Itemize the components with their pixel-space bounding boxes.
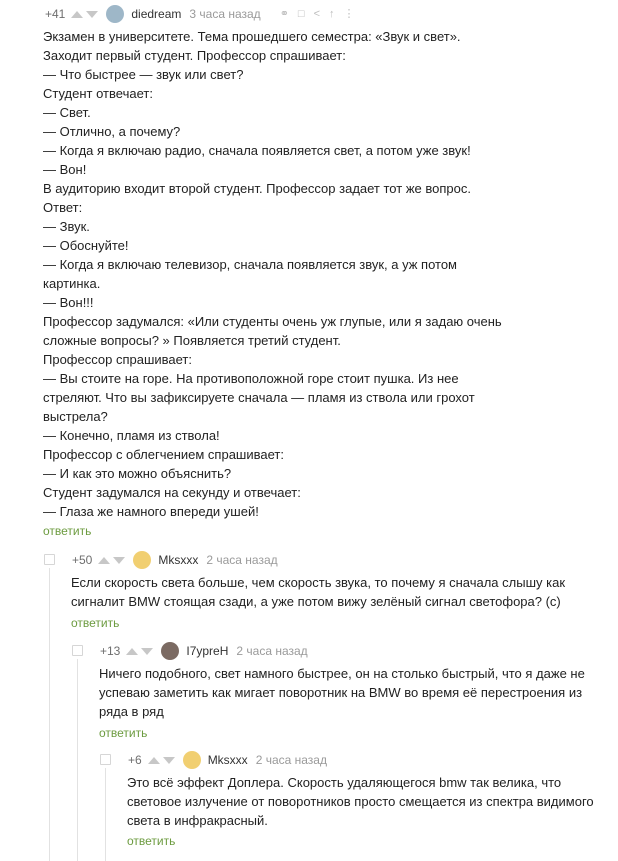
comment-line: — Когда я включаю телевизор, сначала появляется звук, а уж потом <box>43 257 457 272</box>
comment-line: — Звук. <box>43 219 90 234</box>
comment-line: — Вон!!! <box>43 295 94 310</box>
comment-header <box>45 5 355 23</box>
author-name[interactable]: I7ypreH <box>186 644 229 658</box>
reply-link[interactable]: ответить <box>43 524 92 538</box>
comment-time[interactable]: 2 часа назад <box>236 644 308 658</box>
comment-line: Ничего подобного, свет намного быстрее, он на столько быстрый, что я даже не <box>99 666 585 681</box>
downvote-arrow-icon[interactable] <box>86 11 98 18</box>
comment-line: света в инфракрасный. <box>127 813 268 828</box>
comment-line: Профессор спрашивает: <box>43 352 192 367</box>
avatar[interactable] <box>106 5 124 23</box>
reply-link[interactable]: ответить <box>99 726 148 740</box>
comment-line: Студент отвечает: <box>43 86 153 101</box>
comment-line: — Что быстрее — звук или свет? <box>43 67 244 82</box>
save-icon[interactable]: □ <box>297 7 305 20</box>
comment-header <box>128 751 327 769</box>
comment-time[interactable]: 2 часа назад <box>206 553 278 567</box>
link-icon[interactable]: ⚭ <box>279 7 289 20</box>
comment-body <box>71 573 565 611</box>
collapse-thread-button[interactable] <box>72 645 83 656</box>
avatar[interactable] <box>161 642 179 660</box>
comment-line: Если скорость света больше, чем скорость звука, то почему я сначала слышу как <box>71 575 566 590</box>
comment-line: выстрела? <box>43 409 108 424</box>
comment-tools <box>271 9 355 20</box>
thread-line[interactable] <box>105 768 106 861</box>
comment-body <box>43 27 502 521</box>
comment-line: Студент задумался на секунду и отвечает: <box>43 485 301 500</box>
author-name[interactable]: Mksxxx <box>207 753 248 767</box>
downvote-arrow-icon[interactable] <box>163 757 175 764</box>
comment-header <box>100 642 308 660</box>
comment-line: — Отлично, а почему? <box>43 124 181 139</box>
collapse-thread-button[interactable] <box>100 754 111 765</box>
comment-line: световое излучение от поворотников просто смещается из спектра видимого <box>127 794 594 809</box>
comment-line: картинка. <box>43 276 101 291</box>
comment-rating: +41 <box>45 7 66 21</box>
comment-line: — Конечно, пламя из ствола! <box>43 428 220 443</box>
comment-rating: +50 <box>72 553 93 567</box>
downvote-arrow-icon[interactable] <box>141 648 153 655</box>
comment-line: В аудиторию входит второй студент. Профессор задает тот же вопрос. <box>43 181 471 196</box>
downvote-arrow-icon[interactable] <box>113 557 125 564</box>
comment-rating: +6 <box>128 753 142 767</box>
comment-line: стреляют. Что вы зафиксируете сначала — пламя из ствола или грохот <box>43 390 475 405</box>
collapse-thread-button[interactable] <box>44 554 55 565</box>
comment-line: сложные вопросы? » Появляется третий студент. <box>43 333 341 348</box>
share-icon[interactable]: < <box>313 7 320 20</box>
go-to-parent-icon[interactable]: ↑ <box>329 7 335 20</box>
upvote-arrow-icon[interactable] <box>126 648 138 655</box>
comment-line: Это всё эффект Доплера. Скорость удаляющегося bmw так велика, что <box>127 775 562 790</box>
more-icon[interactable]: ⋮ <box>343 7 355 20</box>
author-name[interactable]: diedream <box>131 7 182 21</box>
comment-line: Заходит первый студент. Профессор спрашивает: <box>43 48 346 63</box>
upvote-arrow-icon[interactable] <box>148 757 160 764</box>
comment-line: Экзамен в университете. Тема прошедшего семестра: «Звук и свет». <box>43 29 461 44</box>
comment-time[interactable]: 2 часа назад <box>255 753 327 767</box>
comment-line: — Свет. <box>43 105 91 120</box>
comment-line: Профессор с облегчением спрашивает: <box>43 447 284 462</box>
comment-body <box>127 773 594 830</box>
comment-rating: +13 <box>100 644 121 658</box>
comment-line: Ответ: <box>43 200 83 215</box>
thread-line[interactable] <box>49 568 50 861</box>
avatar[interactable] <box>183 751 201 769</box>
comment-line: — Обоснуйте! <box>43 238 129 253</box>
comment-line: успеваю заметить как мигает поворотник на BMW во время её перестроения из <box>99 685 583 700</box>
thread-line[interactable] <box>77 659 78 861</box>
comment-line: ряда в ряд <box>99 704 164 719</box>
comment-time[interactable]: 3 часа назад <box>189 7 261 21</box>
avatar[interactable] <box>133 551 151 569</box>
comment-line: — Вон! <box>43 162 87 177</box>
reply-link[interactable]: ответить <box>127 834 176 848</box>
comment-header <box>72 551 278 569</box>
comment-line: — Глаза же намного впереди ушей! <box>43 504 259 519</box>
comment-line: сигналит BMW стоящая сзади, а уже потом вижу зелёный сигнал светофора? (с) <box>71 594 561 609</box>
comment-line: — И как это можно объяснить? <box>43 466 232 481</box>
comment-line: Профессор задумался: «Или студенты очень уж глупые, или я задаю очень <box>43 314 502 329</box>
comment-line: — Когда я включаю радио, сначала появляется свет, а потом уже звук! <box>43 143 471 158</box>
comment-line: — Вы стоите на горе. На противоположной горе стоит пушка. Из нее <box>43 371 459 386</box>
comment-body <box>99 664 585 721</box>
author-name[interactable]: Mksxxx <box>158 553 199 567</box>
reply-link[interactable]: ответить <box>71 616 120 630</box>
upvote-arrow-icon[interactable] <box>98 557 110 564</box>
upvote-arrow-icon[interactable] <box>71 11 83 18</box>
